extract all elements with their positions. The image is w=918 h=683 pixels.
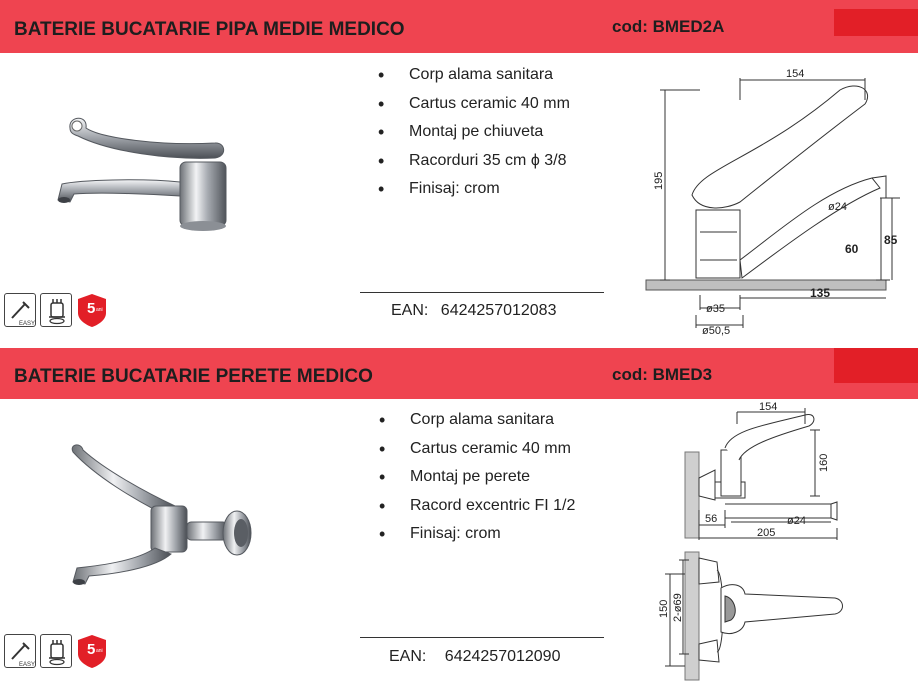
svg-text:ani: ani bbox=[96, 648, 103, 654]
feature-item: • Cartus ceramic 40 mm bbox=[377, 438, 575, 467]
svg-text:135: 135 bbox=[810, 286, 831, 300]
product-2-features bbox=[377, 409, 575, 552]
svg-text:154: 154 bbox=[759, 401, 778, 413]
svg-text:2-ø69: 2-ø69 bbox=[672, 593, 684, 622]
svg-text:56: 56 bbox=[705, 513, 718, 525]
svg-text:ø35: ø35 bbox=[706, 303, 725, 315]
easy-install-icon bbox=[4, 634, 36, 668]
product-code: cod: BMED2A bbox=[612, 17, 725, 36]
product-title: BATERIE BUCATARIE PIPA MEDIE MEDICO bbox=[14, 19, 405, 40]
svg-text:EASY: EASY bbox=[19, 321, 36, 327]
5-years-warranty-icon bbox=[76, 634, 108, 668]
svg-text:5: 5 bbox=[87, 641, 96, 658]
product-1-photo bbox=[40, 108, 240, 238]
product-2-icons bbox=[4, 634, 108, 668]
ean-line bbox=[391, 302, 556, 320]
feature-item: • Finisaj: crom bbox=[377, 523, 575, 552]
ean-code: 6424257012090 bbox=[444, 648, 561, 665]
ean-line bbox=[389, 648, 560, 666]
product-1-header bbox=[0, 0, 918, 53]
svg-text:205: 205 bbox=[757, 527, 776, 539]
svg-text:EASY: EASY bbox=[19, 662, 36, 668]
svg-text:195: 195 bbox=[653, 171, 665, 190]
easy-install-icon bbox=[4, 293, 36, 327]
svg-text:160: 160 bbox=[818, 453, 830, 472]
ean-label: EAN: bbox=[391, 302, 429, 319]
product-1-technical-drawing bbox=[640, 60, 910, 340]
feature-item: • Montaj pe perete bbox=[377, 466, 575, 495]
header-accent-bar bbox=[834, 9, 918, 36]
feature-item: • Corp alama sanitara bbox=[376, 64, 570, 93]
product-1-features bbox=[376, 64, 570, 207]
svg-text:150: 150 bbox=[658, 599, 670, 618]
feature-item: • Cartus ceramic 40 mm bbox=[376, 93, 570, 122]
feature-item: • Racord excentric FI 1/2 bbox=[377, 495, 575, 524]
svg-text:ani: ani bbox=[96, 307, 103, 313]
feature-item: • Montaj pe chiuveta bbox=[376, 121, 570, 150]
feature-item: • Racorduri 35 cm ϕ 3/8 bbox=[376, 150, 570, 179]
product-code: cod: BMED3 bbox=[612, 365, 713, 384]
svg-text:60: 60 bbox=[845, 242, 859, 256]
product-2-photo bbox=[55, 440, 265, 600]
product-2-header bbox=[0, 348, 918, 399]
svg-text:ø50,5: ø50,5 bbox=[702, 325, 731, 337]
header-accent-bar bbox=[834, 348, 918, 383]
svg-text:5: 5 bbox=[87, 300, 96, 317]
svg-text:ø24: ø24 bbox=[828, 201, 847, 213]
svg-text:154: 154 bbox=[786, 68, 805, 80]
ean-divider bbox=[360, 637, 604, 638]
ean-label: EAN: bbox=[389, 648, 427, 665]
ceramic-cartridge-icon bbox=[40, 634, 72, 668]
ean-code: 6424257012083 bbox=[440, 302, 557, 319]
svg-text:85: 85 bbox=[884, 233, 898, 247]
svg-text:ø24: ø24 bbox=[787, 515, 806, 527]
ean-divider bbox=[360, 292, 604, 293]
ceramic-cartridge-icon bbox=[40, 293, 72, 327]
product-title: BATERIE BUCATARIE PERETE MEDICO bbox=[14, 366, 373, 387]
feature-item: • Finisaj: crom bbox=[376, 178, 570, 207]
product-1-icons bbox=[4, 293, 108, 327]
5-years-warranty-icon bbox=[76, 293, 108, 327]
product-2-technical-drawing bbox=[655, 400, 870, 683]
feature-item: • Corp alama sanitara bbox=[377, 409, 575, 438]
